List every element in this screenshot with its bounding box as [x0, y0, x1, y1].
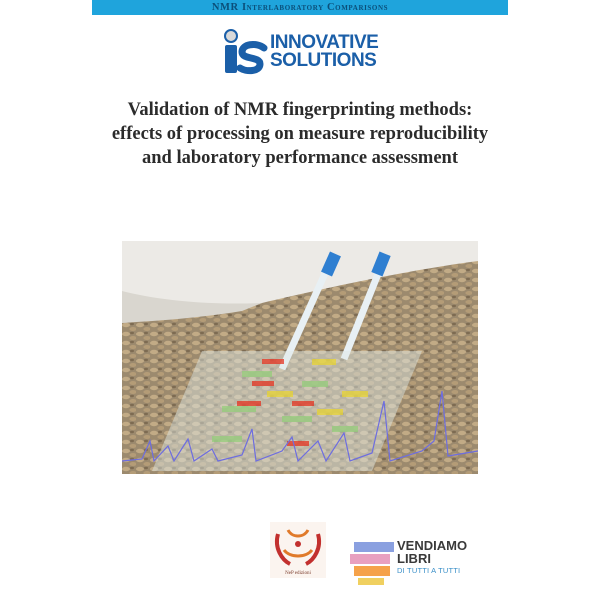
- vendiamo-tagline: DI TUTTI A TUTTI: [397, 566, 461, 575]
- innovative-solutions-logo: [220, 28, 390, 76]
- publisher-label: NeP edizioni: [285, 571, 311, 576]
- book-title: [60, 98, 540, 170]
- header-banner: [92, 0, 508, 15]
- logo-line-2: SOLUTIONS: [270, 50, 377, 71]
- banner-text: NMR Interlaboratory Comparisons: [211, 2, 389, 13]
- title-line-3: and laboratory performance assessment: [142, 148, 458, 168]
- nep-edizioni-logo: [268, 520, 328, 580]
- vendiamo-line-1: VENDIAMO: [397, 538, 468, 553]
- title-line-1: Validation of NMR fingerprinting methods:: [127, 100, 473, 120]
- vendiamo-libri-logo: [350, 538, 470, 588]
- book-stack-icon: [350, 538, 396, 586]
- vendiamo-line-2: LIBRI: [397, 551, 431, 566]
- logo-line-1: INNOVATIVE: [270, 32, 379, 53]
- cover-photo: [122, 241, 478, 474]
- is-monogram-icon: [220, 28, 270, 76]
- title-line-2: effects of processing on measure reproducibility: [111, 124, 489, 144]
